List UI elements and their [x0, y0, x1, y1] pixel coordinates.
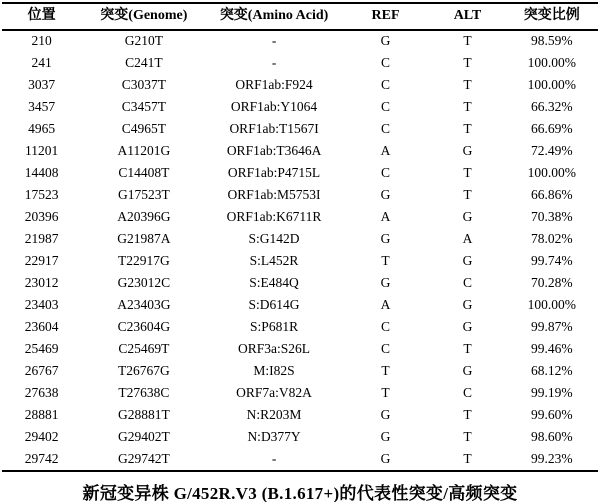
table-row [2, 162, 598, 184]
cell-ratio: 100.00% [527, 77, 576, 93]
cell-ref: A [380, 209, 391, 225]
cell-amino-acid: - [271, 450, 277, 466]
cell-alt: T [463, 55, 472, 71]
cell-alt: A [462, 231, 473, 247]
cell-genome: A20396G [117, 209, 171, 225]
cell-ratio: 70.28% [530, 275, 573, 291]
cell-ref: T [381, 363, 390, 379]
cell-amino-acid: - [271, 33, 277, 49]
cell-ref: C [381, 341, 391, 357]
table-row [2, 250, 598, 272]
cell-ref: C [381, 165, 391, 181]
cell-ratio: 99.74% [530, 253, 573, 269]
table-row [2, 53, 598, 75]
cell-ratio: 68.12% [530, 363, 573, 379]
table-row [2, 404, 598, 426]
cell-ratio: 98.59% [530, 33, 573, 49]
cell-amino-acid: S:E484Q [249, 275, 299, 291]
cell-ratio: 78.02% [530, 231, 573, 247]
cell-amino-acid: ORF1ab:P4715L [227, 165, 321, 181]
cell-ref: G [380, 450, 391, 466]
cell-genome: G29402T [117, 428, 170, 444]
table-row [2, 426, 598, 448]
cell-position: 27638 [24, 384, 59, 400]
cell-ratio: 66.32% [530, 99, 573, 115]
cell-position: 21987 [24, 231, 59, 247]
cell-ratio: 66.86% [530, 187, 573, 203]
cell-genome: C3457T [121, 99, 166, 115]
cell-amino-acid: ORF1ab:T1567I [229, 121, 319, 137]
cell-genome: G17523T [117, 187, 170, 203]
cell-genome: G29742T [117, 450, 170, 466]
cell-ref: G [380, 231, 391, 247]
cell-ratio: 98.60% [530, 428, 573, 444]
cell-genome: G21987A [117, 231, 171, 247]
cell-ratio: 100.00% [527, 297, 576, 313]
header-row [2, 3, 598, 30]
cell-genome: A11201G [117, 143, 171, 159]
cell-position: 11201 [25, 143, 59, 159]
table-caption: 新冠变异株 G/452R.V3 (B.1.617+)的代表性突变/高频突变 [82, 483, 518, 502]
table-row [2, 360, 598, 382]
cell-position: 29402 [24, 428, 59, 444]
table-row [2, 448, 598, 471]
cell-amino-acid: ORF1ab:K6711R [226, 209, 322, 225]
table-row [2, 97, 598, 119]
cell-ref: T [381, 384, 390, 400]
cell-ratio: 99.23% [530, 450, 573, 466]
cell-alt: T [463, 341, 472, 357]
mutation-table [2, 2, 598, 472]
table-row [2, 316, 598, 338]
cell-position: 23012 [24, 275, 59, 291]
cell-position: 22917 [24, 253, 59, 269]
column-header-position: 位置 [2, 3, 81, 30]
cell-genome: C25469T [118, 341, 170, 357]
cell-genome: C14408T [118, 165, 170, 181]
column-header-ratio: 突变比例 [506, 3, 598, 30]
cell-amino-acid: ORF1ab:M5753I [227, 187, 321, 203]
cell-position: 4965 [28, 121, 56, 137]
cell-genome: T26767G [117, 363, 170, 379]
table-row [2, 382, 598, 404]
cell-alt: T [463, 165, 472, 181]
table-row [2, 338, 598, 360]
cell-amino-acid: S:G142D [248, 231, 300, 247]
cell-genome: C3037T [121, 77, 166, 93]
cell-amino-acid: ORF1ab:F924 [235, 77, 313, 93]
cell-genome: T22917G [117, 253, 170, 269]
cell-genome: C241T [125, 55, 163, 71]
cell-ref: C [381, 319, 391, 335]
cell-ref: G [380, 275, 391, 291]
cell-ref: C [381, 121, 391, 137]
table-row [2, 272, 598, 294]
cell-ref: C [381, 55, 391, 71]
cell-alt: T [463, 33, 472, 49]
cell-ref: G [380, 428, 391, 444]
cell-amino-acid: S:D614G [248, 297, 300, 313]
cell-position: 23604 [24, 319, 59, 335]
cell-position: 17523 [24, 187, 59, 203]
cell-position: 3037 [28, 77, 56, 93]
cell-position: 14408 [24, 165, 59, 181]
table-row [2, 206, 598, 228]
cell-ratio: 70.38% [530, 209, 573, 225]
cell-position: 20396 [24, 209, 59, 225]
column-header-genome: 突变(Genome) [81, 3, 206, 30]
cell-ref: G [380, 187, 391, 203]
cell-amino-acid: ORF7a:V82A [236, 384, 312, 400]
cell-alt: T [463, 77, 472, 93]
cell-genome: G28881T [117, 406, 170, 422]
table-header [2, 3, 598, 30]
cell-position: 210 [31, 33, 52, 49]
cell-ref: G [380, 33, 391, 49]
table-row [2, 30, 598, 53]
cell-alt: G [462, 143, 473, 159]
cell-alt: T [463, 428, 472, 444]
cell-genome: C23604G [117, 319, 171, 335]
cell-position: 29742 [24, 450, 59, 466]
table-body [2, 30, 598, 471]
cell-genome: C4965T [121, 121, 166, 137]
cell-amino-acid: S:L452R [249, 253, 299, 269]
column-header-amino-acid: 突变(Amino Acid) [206, 3, 341, 30]
cell-alt: C [462, 275, 472, 291]
cell-amino-acid: S:P681R [250, 319, 299, 335]
cell-amino-acid: ORF3a:S26L [238, 341, 311, 357]
cell-position: 25469 [24, 341, 59, 357]
cell-ratio: 99.46% [530, 341, 573, 357]
column-header-ref: REF [342, 3, 430, 30]
cell-ref: C [381, 77, 391, 93]
cell-ref: A [380, 143, 391, 159]
cell-alt: C [462, 384, 472, 400]
table-row [2, 228, 598, 250]
table-row [2, 75, 598, 97]
cell-genome: A23403G [117, 297, 171, 313]
cell-ratio: 99.19% [530, 384, 573, 400]
cell-ratio: 100.00% [527, 165, 576, 181]
cell-position: 26767 [24, 363, 59, 379]
cell-alt: G [462, 253, 473, 269]
cell-amino-acid: N:D377Y [247, 428, 301, 444]
cell-alt: G [462, 363, 473, 379]
cell-ref: T [381, 253, 390, 269]
cell-position: 28881 [24, 406, 59, 422]
cell-position: 241 [31, 55, 52, 71]
cell-genome: G23012C [117, 275, 171, 291]
table-row [2, 118, 598, 140]
cell-ref: C [381, 99, 391, 115]
cell-alt: T [463, 121, 472, 137]
cell-alt: G [462, 319, 473, 335]
cell-amino-acid: N:R203M [246, 406, 302, 422]
cell-amino-acid: ORF1ab:Y1064 [230, 99, 318, 115]
cell-ref: A [380, 297, 391, 313]
cell-amino-acid: - [271, 55, 277, 71]
cell-ref: G [380, 406, 391, 422]
table-row [2, 140, 598, 162]
cell-alt: T [463, 99, 472, 115]
cell-alt: G [462, 297, 473, 313]
cell-genome: G210T [124, 33, 163, 49]
cell-alt: T [463, 187, 472, 203]
cell-alt: G [462, 209, 473, 225]
table-row [2, 184, 598, 206]
cell-ratio: 72.49% [530, 143, 573, 159]
cell-amino-acid: ORF1ab:T3646A [226, 143, 322, 159]
cell-ratio: 99.87% [530, 319, 573, 335]
cell-ratio: 99.60% [530, 406, 573, 422]
cell-position: 23403 [24, 297, 59, 313]
cell-alt: T [463, 406, 472, 422]
cell-ratio: 100.00% [527, 55, 576, 71]
cell-alt: T [463, 450, 472, 466]
cell-position: 3457 [28, 99, 56, 115]
table-row [2, 294, 598, 316]
cell-amino-acid: M:I82S [253, 363, 295, 379]
column-header-alt: ALT [429, 3, 505, 30]
cell-ratio: 66.69% [530, 121, 573, 137]
cell-genome: T27638C [118, 384, 170, 400]
